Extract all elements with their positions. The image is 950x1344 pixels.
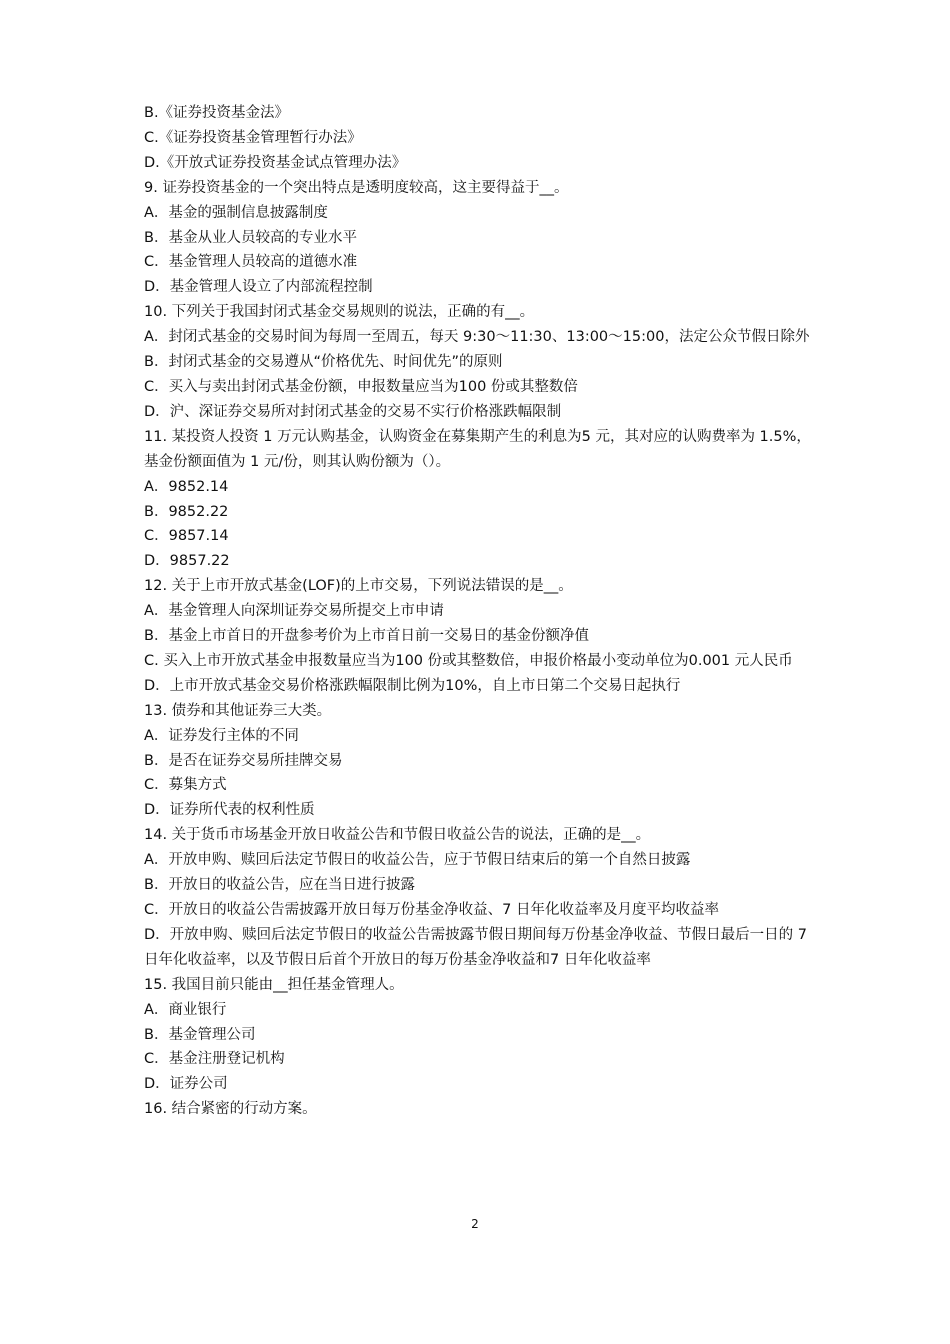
- question-line: 12. 关于上市开放式基金(LOF)的上市交易，下列说法错误的是__。: [144, 578, 573, 595]
- question-line: 10. 下列关于我国封闭式基金交易规则的说法，正确的有__。: [144, 304, 535, 321]
- option-line: A．商业银行: [144, 1001, 227, 1018]
- option-line: D．证券公司: [144, 1076, 228, 1093]
- option-line: B．基金上市首日的开盘参考价为上市首日前一交易日的基金份额净值: [144, 628, 589, 645]
- option-line: C.《证券投资基金管理暂行办法》: [144, 129, 362, 146]
- option-line: D．证券所代表的权利性质: [144, 802, 315, 819]
- option-line: A．封闭式基金的交易时间为每周一至周五，每天 9:30～11:30、13:00～15:00，法定公众节假日除外: [144, 329, 810, 346]
- option-line: C. 买入上市开放式基金申报数量应当为100 份或其整数倍，申报价格最小变动单位为0.001 元人民币: [144, 652, 793, 669]
- option-line: A．基金的强制信息披露制度: [144, 204, 328, 221]
- option-line: C．开放日的收益公告需披露开放日每万份基金净收益、7 日年化收益率及月度平均收益率: [144, 902, 719, 918]
- option-line: C．募集方式: [144, 777, 227, 794]
- option-line: D．基金管理人设立了内部流程控制: [144, 279, 373, 296]
- option-line: B．是否在证券交易所挂牌交易: [144, 752, 343, 769]
- option-line: C．基金管理人员较高的道德水准: [144, 254, 358, 271]
- option-line: D．9857.22: [144, 553, 230, 570]
- option-line: A．证券发行主体的不同: [144, 727, 299, 744]
- option-line: D．开放申购、赎回后法定节假日的收益公告需披露节假日期间每万份基金净收益、节假日最后一日的 7 日年化收益率，以及节假日后首个开放日的每万份基金净收益和7 日年化收益率: [144, 926, 807, 968]
- question-line: 9. 证券投资基金的一个突出特点是透明度较高，这主要得益于__。: [144, 179, 569, 196]
- option-line: B．开放日的收益公告，应在当日进行披露: [144, 877, 415, 894]
- option-line: B．封闭式基金的交易遵从“价格优先、时间优先”的原则: [144, 354, 503, 371]
- option-line: B．9852.22: [144, 503, 229, 520]
- page-number: 2: [471, 1217, 479, 1231]
- option-line: C．基金注册登记机构: [144, 1051, 285, 1068]
- option-line: D．上市开放式基金交易价格涨跌幅限制比例为10%，自上市日第二个交易日起执行: [144, 677, 681, 694]
- option-line: A．开放申购、赎回后法定节假日的收益公告，应于节假日结束后的第一个自然日披露: [144, 852, 691, 869]
- question-line: 11. 某投资人投资 1 万元认购基金，认购资金在募集期产生的利息为5 元，其对应的认购费率为 1.5%，基金份额面值为 1 元/份，则其认购份额为（）。: [144, 428, 811, 470]
- option-line: A．基金管理人向深圳证券交易所提交上市申请: [144, 603, 444, 620]
- option-line: C．9857.14: [144, 528, 229, 545]
- question-line: 13. 债券和其他证券三大类。: [144, 702, 332, 719]
- question-line: 15. 我国目前只能由__担任基金管理人。: [144, 976, 404, 993]
- option-line: D.《开放式证券投资基金试点管理办法》: [144, 154, 407, 171]
- question-line: 14. 关于货币市场基金开放日收益公告和节假日收益公告的说法，正确的是__。: [144, 827, 651, 844]
- option-line: B．基金管理公司: [144, 1026, 256, 1043]
- option-line: D．沪、深证券交易所对封闭式基金的交易不实行价格涨跌幅限制: [144, 403, 562, 420]
- option-line: B．基金从业人员较高的专业水平: [144, 229, 357, 246]
- option-line: A．9852.14: [144, 478, 229, 495]
- option-line: C．买入与卖出封闭式基金份额，申报数量应当为100 份或其整数倍: [144, 378, 578, 395]
- question-line: 16. 结合紧密的行动方案。: [144, 1101, 317, 1118]
- option-line: B.《证券投资基金法》: [144, 105, 290, 121]
- page-body: [144, 101, 816, 1122]
